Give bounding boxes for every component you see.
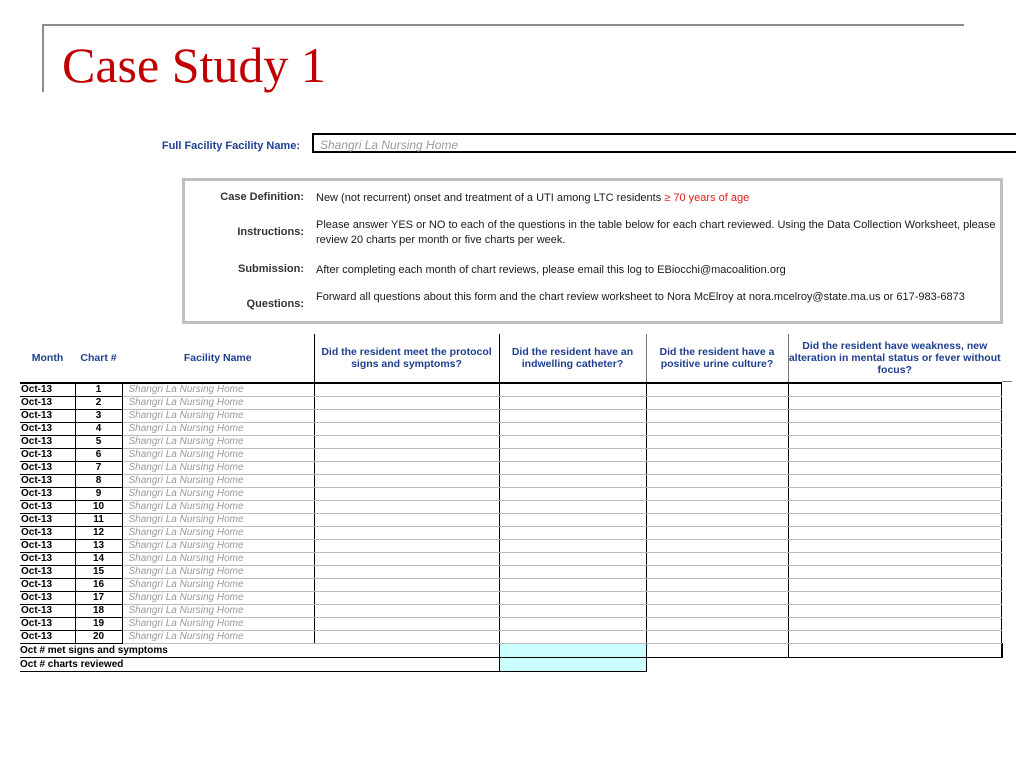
summary-reviewed-blank [646, 658, 1002, 672]
row-q1-answer[interactable] [314, 501, 499, 514]
slide-left-rule [42, 24, 44, 92]
row-q2-answer[interactable] [499, 410, 646, 423]
row-q2-answer[interactable] [499, 475, 646, 488]
row-q1-answer[interactable] [314, 579, 499, 592]
summary-reviewed-cell[interactable] [499, 658, 646, 672]
row-facility-name[interactable]: Shangri La Nursing Home [122, 436, 314, 449]
row-q2-answer[interactable] [499, 423, 646, 436]
row-month: Oct-13 [20, 488, 75, 501]
questions-text: Forward all questions about this form and the chart review worksheet to Nora McElroy at nora.mcelroy@state.ma.us or 617-983-6873 [316, 291, 965, 303]
row-q1-answer[interactable] [314, 423, 499, 436]
row-q2-answer[interactable] [499, 592, 646, 605]
questions-label: Questions: [246, 298, 304, 310]
row-q3-answer[interactable] [646, 410, 788, 423]
summary-met-cell[interactable] [499, 644, 646, 658]
row-facility-name[interactable]: Shangri La Nursing Home [122, 501, 314, 514]
table-row [20, 579, 1002, 592]
row-q1-answer[interactable] [314, 488, 499, 501]
row-facility-name[interactable]: Shangri La Nursing Home [122, 592, 314, 605]
table-row [20, 527, 1002, 540]
row-chart-number: 15 [75, 566, 122, 579]
row-q4-answer[interactable] [788, 553, 1001, 566]
row-chart-number: 11 [75, 514, 122, 527]
row-chart-number: 3 [75, 410, 122, 423]
row-q1-answer[interactable] [314, 605, 499, 618]
row-q1-answer[interactable] [314, 436, 499, 449]
col-q4-header: Did the resident have weakness, new alteration in mental status or fever without focus? [788, 334, 1001, 383]
row-chart-number: 16 [75, 579, 122, 592]
row-chart-number: 4 [75, 423, 122, 436]
row-chart-number: 12 [75, 527, 122, 540]
row-q3-answer[interactable] [646, 514, 788, 527]
table-row [20, 631, 1002, 644]
col-q3-header: Did the resident have a positive urine culture? [646, 334, 788, 383]
row-q2-answer[interactable] [499, 514, 646, 527]
row-facility-name[interactable]: Shangri La Nursing Home [122, 488, 314, 501]
row-month: Oct-13 [20, 501, 75, 514]
col-month-header: Month [20, 334, 75, 383]
row-q2-answer[interactable] [499, 579, 646, 592]
row-q1-answer[interactable] [314, 592, 499, 605]
summary-met-q3 [788, 644, 1001, 658]
row-q2-answer[interactable] [499, 462, 646, 475]
row-chart-number: 7 [75, 462, 122, 475]
row-q2-answer[interactable] [499, 540, 646, 553]
row-q1-answer[interactable] [314, 527, 499, 540]
table-row [20, 553, 1002, 566]
row-q3-answer[interactable] [646, 553, 788, 566]
row-q3-answer[interactable] [646, 462, 788, 475]
case-definition-text [316, 191, 1001, 206]
row-facility-name[interactable]: Shangri La Nursing Home [122, 605, 314, 618]
row-chart-number: 6 [75, 449, 122, 462]
row-q1-answer[interactable] [314, 540, 499, 553]
row-facility-name[interactable]: Shangri La Nursing Home [122, 514, 314, 527]
row-facility-name[interactable]: Shangri La Nursing Home [122, 449, 314, 462]
row-q3-answer[interactable] [646, 501, 788, 514]
row-month: Oct-13 [20, 631, 75, 644]
row-q2-answer[interactable] [499, 553, 646, 566]
row-q4-answer[interactable] [788, 436, 1001, 449]
row-q2-answer[interactable] [499, 631, 646, 644]
summary-met-q4 [1001, 644, 1002, 658]
row-q4-answer[interactable] [788, 592, 1001, 605]
summary-reviewed-label: Oct # charts reviewed [20, 658, 499, 672]
slide-top-rule [42, 24, 964, 26]
chart-review-table [20, 334, 1003, 672]
header-line-extension [1002, 381, 1012, 382]
row-month: Oct-13 [20, 410, 75, 423]
row-facility-name[interactable]: Shangri La Nursing Home [122, 618, 314, 631]
row-q2-answer[interactable] [499, 436, 646, 449]
row-chart-number: 14 [75, 553, 122, 566]
table-row [20, 540, 1002, 553]
row-q1-answer[interactable] [314, 566, 499, 579]
row-month: Oct-13 [20, 436, 75, 449]
row-chart-number: 18 [75, 605, 122, 618]
row-facility-name[interactable]: Shangri La Nursing Home [122, 423, 314, 436]
row-month: Oct-13 [20, 566, 75, 579]
row-chart-number: 1 [75, 383, 122, 397]
row-month: Oct-13 [20, 462, 75, 475]
submission-text: After completing each month of chart reviews, please email this log to EBiocchi@macoalition.org [316, 264, 786, 276]
row-q3-answer[interactable] [646, 488, 788, 501]
table-row [20, 397, 1002, 410]
row-q4-answer[interactable] [788, 540, 1001, 553]
row-q1-answer[interactable] [314, 514, 499, 527]
row-chart-number: 19 [75, 618, 122, 631]
col-chart-header: Chart # [75, 334, 122, 383]
instructions-label: Instructions: [237, 226, 304, 238]
row-q4-answer[interactable] [788, 566, 1001, 579]
row-chart-number: 5 [75, 436, 122, 449]
table-row [20, 618, 1002, 631]
row-q4-answer[interactable] [788, 514, 1001, 527]
table-row [20, 383, 1002, 397]
row-chart-number: 20 [75, 631, 122, 644]
row-chart-number: 13 [75, 540, 122, 553]
row-q2-answer[interactable] [499, 488, 646, 501]
row-month: Oct-13 [20, 527, 75, 540]
row-q3-answer[interactable] [646, 540, 788, 553]
instructions-text: Please answer YES or NO to each of the questions in the table below for each chart reviewed. Using the Data Collection Worksheet, please review 20 charts per month or five charts per week. [316, 219, 996, 246]
row-facility-name[interactable]: Shangri La Nursing Home [122, 383, 314, 397]
row-q4-answer[interactable] [788, 579, 1001, 592]
row-q2-answer[interactable] [499, 383, 646, 397]
table-row [20, 423, 1002, 436]
row-q3-answer[interactable] [646, 449, 788, 462]
summary-met-q2 [646, 644, 788, 658]
row-month: Oct-13 [20, 553, 75, 566]
row-month: Oct-13 [20, 618, 75, 631]
row-q3-answer[interactable] [646, 605, 788, 618]
row-q4-answer[interactable] [788, 488, 1001, 501]
row-q4-answer[interactable] [788, 383, 1001, 397]
row-q1-answer[interactable] [314, 618, 499, 631]
row-chart-number: 10 [75, 501, 122, 514]
row-facility-name[interactable]: Shangri La Nursing Home [122, 631, 314, 644]
case-definition-age-highlight: ≥ 70 years of age [664, 192, 750, 204]
row-month: Oct-13 [20, 423, 75, 436]
row-month: Oct-13 [20, 397, 75, 410]
row-q4-answer[interactable] [788, 501, 1001, 514]
col-facility-header: Facility Name [122, 334, 314, 383]
row-facility-name[interactable]: Shangri La Nursing Home [122, 475, 314, 488]
row-q3-answer[interactable] [646, 475, 788, 488]
row-facility-name[interactable]: Shangri La Nursing Home [122, 553, 314, 566]
row-facility-name[interactable]: Shangri La Nursing Home [122, 397, 314, 410]
facility-name-field[interactable]: Shangri La Nursing Home [312, 133, 1016, 153]
row-chart-number: 8 [75, 475, 122, 488]
row-month: Oct-13 [20, 540, 75, 553]
row-chart-number: 2 [75, 397, 122, 410]
submission-label: Submission: [237, 263, 304, 275]
row-q1-answer[interactable] [314, 383, 499, 397]
row-q3-answer[interactable] [646, 579, 788, 592]
row-month: Oct-13 [20, 475, 75, 488]
table-row [20, 449, 1002, 462]
row-month: Oct-13 [20, 449, 75, 462]
row-q4-answer[interactable] [788, 423, 1001, 436]
table-row [20, 436, 1002, 449]
row-q2-answer[interactable] [499, 449, 646, 462]
row-q4-answer[interactable] [788, 462, 1001, 475]
row-chart-number: 9 [75, 488, 122, 501]
row-q4-answer[interactable] [788, 449, 1001, 462]
row-facility-name[interactable]: Shangri La Nursing Home [122, 410, 314, 423]
table-row [20, 501, 1002, 514]
row-q4-answer[interactable] [788, 475, 1001, 488]
table-row [20, 592, 1002, 605]
row-chart-number: 17 [75, 592, 122, 605]
row-facility-name[interactable]: Shangri La Nursing Home [122, 462, 314, 475]
row-q3-answer[interactable] [646, 383, 788, 397]
row-q1-answer[interactable] [314, 553, 499, 566]
row-q3-answer[interactable] [646, 527, 788, 540]
row-month: Oct-13 [20, 605, 75, 618]
summary-met-label: Oct # met signs and symptoms [20, 644, 499, 658]
table-row [20, 410, 1002, 423]
row-q1-answer[interactable] [314, 475, 499, 488]
table-row [20, 605, 1002, 618]
row-q4-answer[interactable] [788, 410, 1001, 423]
row-q3-answer[interactable] [646, 566, 788, 579]
row-q3-answer[interactable] [646, 618, 788, 631]
row-q3-answer[interactable] [646, 397, 788, 410]
facility-name-label: Full Facility Facility Name: [161, 140, 300, 152]
col-q1-header: Did the resident meet the protocol signs and symptoms? [314, 334, 499, 383]
col-q2-header: Did the resident have an indwelling catheter? [499, 334, 646, 383]
row-q4-answer[interactable] [788, 527, 1001, 540]
row-q1-answer[interactable] [314, 462, 499, 475]
row-q4-answer[interactable] [788, 618, 1001, 631]
row-q2-answer[interactable] [499, 397, 646, 410]
table-row [20, 488, 1002, 501]
row-month: Oct-13 [20, 579, 75, 592]
row-facility-name[interactable]: Shangri La Nursing Home [122, 579, 314, 592]
row-q1-answer[interactable] [314, 631, 499, 644]
row-q1-answer[interactable] [314, 410, 499, 423]
slide-title: Case Study 1 [62, 37, 326, 93]
row-month: Oct-13 [20, 383, 75, 397]
row-q2-answer[interactable] [499, 527, 646, 540]
row-q2-answer[interactable] [499, 566, 646, 579]
row-q4-answer[interactable] [788, 397, 1001, 410]
row-q2-answer[interactable] [499, 605, 646, 618]
row-month: Oct-13 [20, 592, 75, 605]
case-definition-label: Case Definition: [220, 191, 304, 203]
table-row [20, 514, 1002, 527]
row-q3-answer[interactable] [646, 423, 788, 436]
row-facility-name[interactable]: Shangri La Nursing Home [122, 566, 314, 579]
table-row [20, 462, 1002, 475]
row-q1-answer[interactable] [314, 449, 499, 462]
row-q2-answer[interactable] [499, 501, 646, 514]
row-q4-answer[interactable] [788, 631, 1001, 644]
row-q1-answer[interactable] [314, 397, 499, 410]
table-row [20, 566, 1002, 579]
row-facility-name[interactable]: Shangri La Nursing Home [122, 540, 314, 553]
row-month: Oct-13 [20, 514, 75, 527]
row-facility-name[interactable]: Shangri La Nursing Home [122, 527, 314, 540]
row-q2-answer[interactable] [499, 618, 646, 631]
case-definition-body: New (not recurrent) onset and treatment of a UTI among LTC residents [316, 192, 665, 204]
row-q3-answer[interactable] [646, 631, 788, 644]
table-row [20, 475, 1002, 488]
row-q3-answer[interactable] [646, 436, 788, 449]
row-q4-answer[interactable] [788, 605, 1001, 618]
row-q3-answer[interactable] [646, 592, 788, 605]
